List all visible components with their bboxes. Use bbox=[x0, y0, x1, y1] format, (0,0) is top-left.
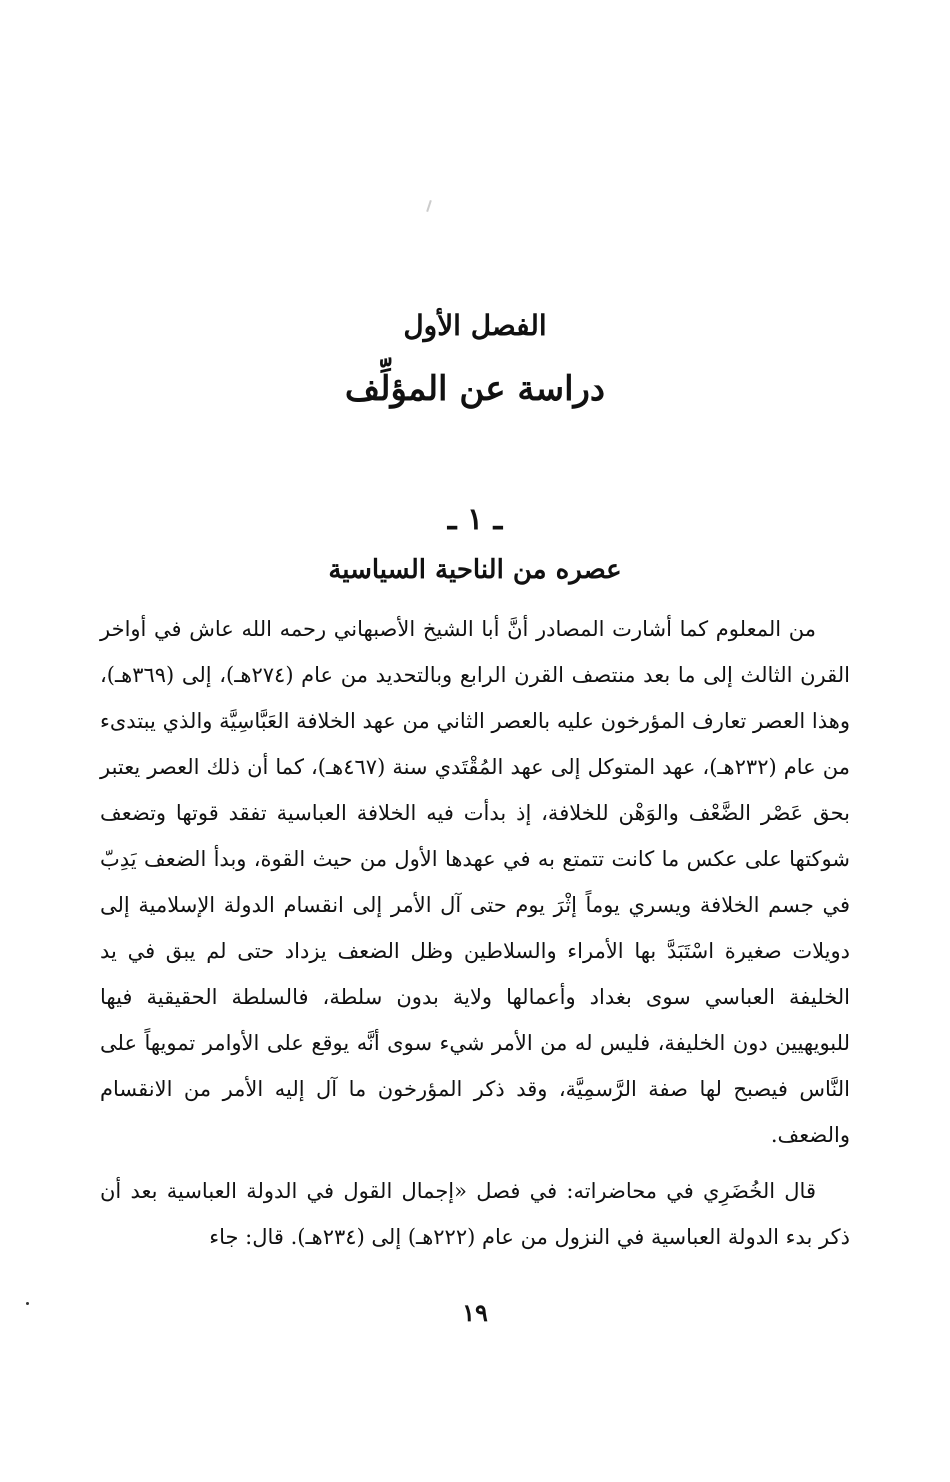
page-number: ١٩ bbox=[462, 1298, 488, 1327]
paragraph: من المعلوم كما أشارت المصادر أنَّ أبا الشيخ الأصبهاني رحمه الله عاش في أواخر القرن الثالث إلى ما بعد منتصف القرن الرابع وبالتحديد من عام (٢٧٤هـ)، إلى (٣٦٩هـ)، وهذا العصر تعارف المؤرخون عليه بالعصر الثاني من عهد الخلافة العَبَّاسِيَّة والذي يبتدىء من عام (٢٣٢هـ)، عهد المتوكل إلى عهد المُقْتَدي سنة (٤٦٧هـ)، كما أن ذلك العصر يعتبر بحق عَصْر الضَّعْف والوَهْن للخلافة، إذ بدأت فيه الخلافة العباسية تفقد قوتها وتضعف شوكتها على عكس ما كانت تتمتع به في عهدها الأول من حيث القوة، وبدأ الضعف يَدِبّ في جسم الخلافة ويسري يوماً إثْرَ يوم حتى آل الأمر إلى انقسام الدولة الإسلامية إلى دويلات صغيرة اسْتَبَدَّ بها الأمراء والسلاطين وظل الضعف يزداد حتى لم يبق في يد الخليفة العباسي سوى بغداد وأعمالها ولاية بدون سلطة، فالسلطة الحقيقية فيها للبويهيين دون الخليفة، فليس له من الأمر شيء سوى أنَّه يوقع على الأوامر تمويهاً على النَّاس فيصبح لها صفة الرَّسمِيَّة، وقد ذكر المؤرخون ما آل إليه الأمر من الانقسام والضعف. bbox=[100, 617, 850, 1147]
section-number: ـ ١ ـ bbox=[447, 502, 503, 537]
chapter-label: الفصل الأول bbox=[403, 309, 547, 342]
paragraph: قال الخُضَرِي في محاضراته: في فصل «إجمال القول في الدولة العباسية بعد أن ذكر بدء الدولة العباسية في النزول من عام (٢٢٢هـ) إلى (٢٣٤هـ). قال: جاء bbox=[100, 1179, 850, 1249]
scan-speck bbox=[426, 200, 432, 212]
body-text bbox=[100, 606, 850, 1260]
chapter-title: دراسة عن المؤلِّف bbox=[344, 369, 606, 409]
section-title: عصره من الناحية السياسية bbox=[328, 555, 622, 585]
